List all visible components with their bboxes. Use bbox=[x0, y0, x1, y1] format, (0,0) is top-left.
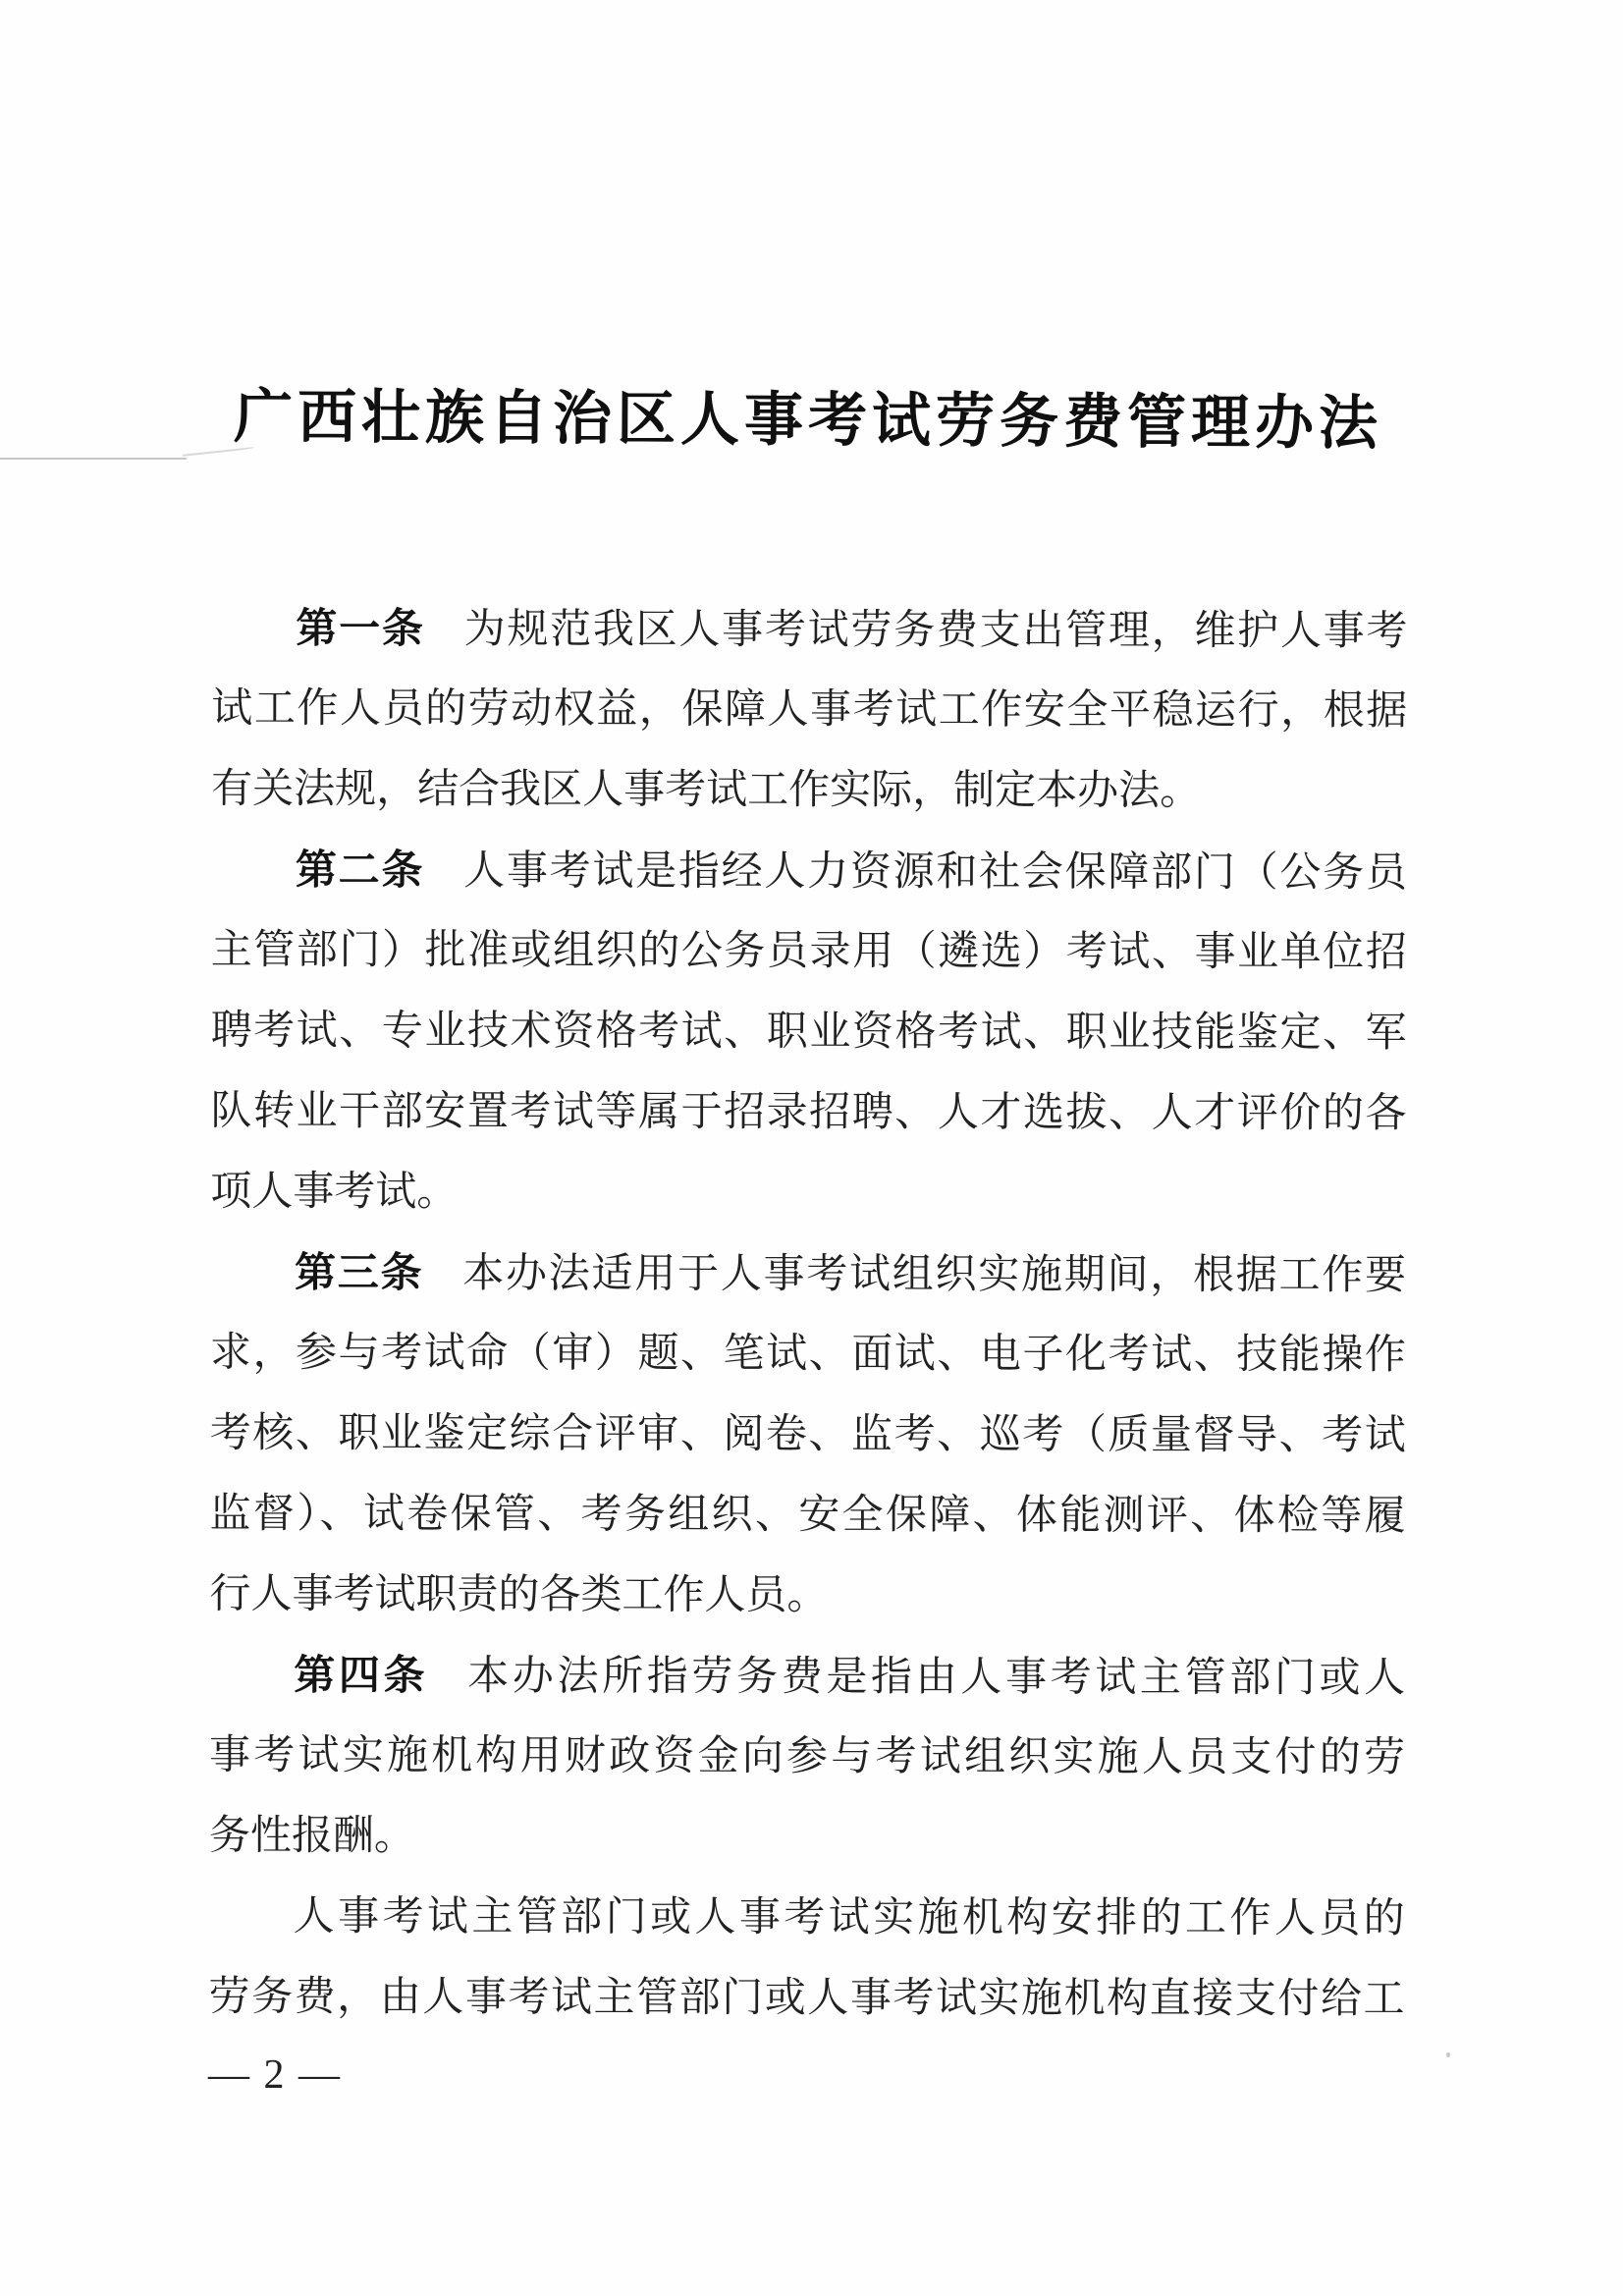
line-text: 有关法规，结合我区人事考试工作实际，制定本办法。 bbox=[211, 766, 1202, 814]
document-line bbox=[210, 1313, 1406, 1396]
article-label: 第四条 bbox=[294, 1651, 429, 1699]
document-line bbox=[211, 588, 1407, 672]
document-line bbox=[211, 910, 1407, 994]
document-line bbox=[211, 991, 1407, 1074]
document-line bbox=[211, 669, 1407, 752]
document-title: 广西壮族自治区人事考试劳务费管理办法 bbox=[233, 384, 1383, 457]
document-line bbox=[208, 1957, 1404, 2041]
line-text: 聘考试、专业技术资格考试、职业资格考试、职业技能鉴定、军 bbox=[210, 1008, 1407, 1057]
scan-speck bbox=[1446, 2052, 1450, 2057]
document-line bbox=[211, 749, 1407, 833]
line-text: 务性报酬。 bbox=[208, 1813, 415, 1860]
line-text: 监督）、试卷保管、考务组织、安全保障、体能测评、体检等履 bbox=[209, 1491, 1406, 1540]
document-line bbox=[210, 1232, 1406, 1316]
line-text: 事考试实施机构用财政资金向参与考试组织实施人员支付的劳 bbox=[209, 1732, 1406, 1781]
document-line bbox=[209, 1555, 1405, 1638]
line-text: 行人事考试职责的各类工作人员。 bbox=[209, 1571, 829, 1619]
document-line bbox=[210, 1071, 1406, 1155]
document-line bbox=[211, 830, 1407, 913]
article-label: 第一条 bbox=[296, 604, 425, 652]
document-line bbox=[210, 1152, 1406, 1235]
document-line bbox=[209, 1796, 1405, 1880]
line-text: 本办法所指劳务费是指由人事考试主管部门或人 bbox=[467, 1654, 1406, 1702]
line-text: 主管部门）批准或组织的公务员录用（遴选）考试、事业单位招 bbox=[210, 927, 1407, 976]
document-line bbox=[210, 1394, 1406, 1477]
document-line bbox=[209, 1877, 1405, 1960]
line-text: 人事考试是指经人力资源和社会保障部门（公务员 bbox=[463, 848, 1407, 897]
line-text: 劳务费，由人事考试主管部门或人事考试实施机构直接支付给工 bbox=[208, 1974, 1405, 2023]
document-line bbox=[209, 1635, 1405, 1719]
scan-artifact-line bbox=[0, 458, 187, 460]
line-text: 求，参与考试命（审）题、笔试、面试、电子化考试、技能操作 bbox=[209, 1330, 1406, 1379]
article-label: 第三条 bbox=[295, 1248, 424, 1296]
line-text: 队转业干部安置考试等属于招录招聘、人才选拔、人才评价的各 bbox=[210, 1088, 1407, 1137]
document-body bbox=[208, 588, 1407, 2041]
document-line bbox=[209, 1474, 1405, 1558]
line-text: 本办法适用于人事考试组织实施期间，根据工作要 bbox=[462, 1251, 1407, 1299]
line-text: 为规范我区人事考试劳务费支出管理，维护人事考 bbox=[463, 607, 1408, 655]
page-number: — 2 — bbox=[208, 2052, 342, 2098]
article-label: 第二条 bbox=[295, 846, 425, 894]
line-text: 项人事考试。 bbox=[210, 1169, 459, 1216]
line-text: 试工作人员的劳动权益，保障人事考试工作安全平稳运行，根据 bbox=[211, 685, 1408, 735]
line-text: 考核、职业鉴定综合评审、阅卷、监考、巡考（质量督导、考试 bbox=[209, 1410, 1406, 1459]
line-text: 人事考试主管部门或人事考试实施机构安排的工作人员的 bbox=[293, 1893, 1405, 1942]
document-line bbox=[209, 1716, 1405, 1799]
